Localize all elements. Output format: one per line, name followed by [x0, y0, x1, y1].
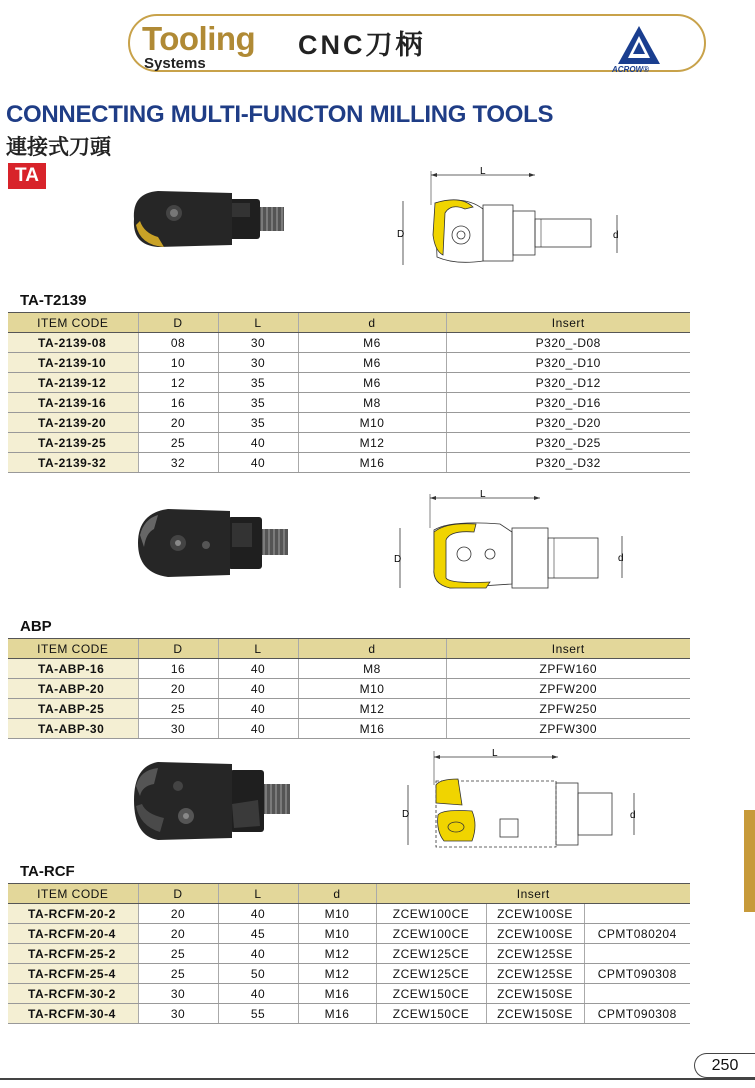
dim-small-d-label: d — [613, 230, 619, 241]
col-thread: d — [298, 884, 376, 904]
col-d-dia: D — [138, 639, 218, 659]
insert-cpmt-cell — [584, 904, 690, 924]
d-cell: 32 — [138, 453, 218, 473]
item-code-cell: TA-2139-08 — [8, 333, 138, 353]
table-header-row — [8, 639, 690, 659]
item-code-cell: TA-RCFM-20-4 — [8, 924, 138, 944]
drawing-rcf — [398, 745, 648, 855]
brand-main: Tooling — [142, 20, 256, 57]
col-length: L — [218, 313, 298, 333]
l-cell: 55 — [218, 1004, 298, 1024]
l-cell: 40 — [218, 699, 298, 719]
l-cell: 40 — [218, 659, 298, 679]
insert-cell: ZPFW160 — [446, 659, 690, 679]
insert-ce-cell: ZCEW125CE — [376, 944, 486, 964]
thread-cell: M16 — [298, 984, 376, 1004]
insert-cpmt-cell — [584, 944, 690, 964]
item-code-cell: TA-ABP-20 — [8, 679, 138, 699]
table-header-row — [8, 884, 690, 904]
insert-cell: ZPFW300 — [446, 719, 690, 739]
col-thread: d — [298, 639, 446, 659]
insert-cell: P320_-D32 — [446, 453, 690, 473]
col-d-dia: D — [138, 313, 218, 333]
col-thread: d — [298, 313, 446, 333]
item-code-cell: TA-RCFM-25-4 — [8, 964, 138, 984]
d-cell: 16 — [138, 393, 218, 413]
table-row — [8, 333, 690, 353]
l-cell: 40 — [218, 679, 298, 699]
spec-table-rcf — [8, 883, 690, 1024]
d-cell: 25 — [138, 433, 218, 453]
l-cell: 45 — [218, 924, 298, 944]
insert-cell: ZPFW250 — [446, 699, 690, 719]
item-code-cell: TA-ABP-25 — [8, 699, 138, 719]
l-cell: 35 — [218, 413, 298, 433]
spec-table-abp — [8, 638, 690, 739]
table-row — [8, 679, 690, 699]
thread-cell: M12 — [298, 944, 376, 964]
logo-text: ACROW® — [612, 65, 649, 74]
thread-cell: M6 — [298, 333, 446, 353]
table-row — [8, 373, 690, 393]
d-cell: 08 — [138, 333, 218, 353]
col-length: L — [218, 884, 298, 904]
table-row — [8, 413, 690, 433]
item-code-cell: TA-ABP-16 — [8, 659, 138, 679]
table-row — [8, 904, 690, 924]
table-row — [8, 393, 690, 413]
item-code-cell: TA-2139-25 — [8, 433, 138, 453]
d-cell: 20 — [138, 924, 218, 944]
insert-cpmt-cell: CPMT080204 — [584, 924, 690, 944]
dim-l-label: L — [480, 489, 486, 500]
col-item-code: ITEM CODE — [8, 639, 138, 659]
d-cell: 12 — [138, 373, 218, 393]
table-row — [8, 453, 690, 473]
section-tab — [744, 810, 755, 912]
item-code-cell: TA-2139-32 — [8, 453, 138, 473]
table-row — [8, 699, 690, 719]
table-row — [8, 964, 690, 984]
insert-cell: P320_-D20 — [446, 413, 690, 433]
tool-photo-t2139 — [128, 185, 288, 255]
thread-cell: M10 — [298, 679, 446, 699]
dim-d-label: D — [402, 809, 410, 820]
d-cell: 20 — [138, 904, 218, 924]
insert-se-cell: ZCEW100SE — [486, 904, 584, 924]
thread-cell: M6 — [298, 353, 446, 373]
d-cell: 25 — [138, 699, 218, 719]
col-length: L — [218, 639, 298, 659]
l-cell: 40 — [218, 719, 298, 739]
d-cell: 30 — [138, 1004, 218, 1024]
col-d-dia: D — [138, 884, 218, 904]
l-cell: 35 — [218, 393, 298, 413]
insert-cell: ZPFW200 — [446, 679, 690, 699]
l-cell: 30 — [218, 353, 298, 373]
drawing-t2139 — [395, 165, 635, 275]
l-cell: 35 — [218, 373, 298, 393]
item-code-cell: TA-2139-20 — [8, 413, 138, 433]
item-code-cell: TA-2139-12 — [8, 373, 138, 393]
thread-cell: M12 — [298, 433, 446, 453]
insert-ce-cell: ZCEW100CE — [376, 904, 486, 924]
item-code-cell: TA-RCFM-25-2 — [8, 944, 138, 964]
insert-se-cell: ZCEW125SE — [486, 964, 584, 984]
dim-small-d-label: d — [630, 810, 636, 821]
thread-cell: M6 — [298, 373, 446, 393]
page-number: 250 — [694, 1053, 755, 1078]
insert-ce-cell: ZCEW150CE — [376, 1004, 486, 1024]
col-insert: Insert — [446, 639, 690, 659]
thread-cell: M10 — [298, 904, 376, 924]
d-cell: 16 — [138, 659, 218, 679]
insert-cell: P320_-D08 — [446, 333, 690, 353]
l-cell: 40 — [218, 904, 298, 924]
thread-cell: M8 — [298, 393, 446, 413]
section-label-t2139: TA-T2139 — [20, 292, 87, 309]
table-row — [8, 433, 690, 453]
l-cell: 40 — [218, 944, 298, 964]
col-insert: Insert — [446, 313, 690, 333]
brand-sub: Systems — [144, 55, 206, 72]
l-cell: 30 — [218, 333, 298, 353]
section-label-abp: ABP — [20, 618, 52, 635]
d-cell: 20 — [138, 679, 218, 699]
insert-cell: P320_-D12 — [446, 373, 690, 393]
page-subtitle: 連接式刀頭 — [6, 136, 111, 159]
insert-se-cell: ZCEW100SE — [486, 924, 584, 944]
drawing-abp — [390, 488, 640, 598]
d-cell: 25 — [138, 964, 218, 984]
col-item-code: ITEM CODE — [8, 313, 138, 333]
col-item-code: ITEM CODE — [8, 884, 138, 904]
tool-photo-rcf — [130, 756, 295, 846]
insert-ce-cell: ZCEW150CE — [376, 984, 486, 1004]
thread-cell: M16 — [298, 1004, 376, 1024]
d-cell: 30 — [138, 984, 218, 1004]
insert-se-cell: ZCEW150SE — [486, 984, 584, 1004]
insert-se-cell: ZCEW150SE — [486, 1004, 584, 1024]
table-row — [8, 659, 690, 679]
table-row — [8, 1004, 690, 1024]
item-code-cell: TA-ABP-30 — [8, 719, 138, 739]
insert-cell: P320_-D16 — [446, 393, 690, 413]
l-cell: 40 — [218, 433, 298, 453]
insert-cell: P320_-D10 — [446, 353, 690, 373]
thread-cell: M16 — [298, 719, 446, 739]
footer-line — [0, 1078, 755, 1080]
dim-small-d-label: d — [618, 553, 624, 564]
thread-cell: M12 — [298, 964, 376, 984]
dim-l-label: L — [492, 748, 498, 759]
insert-cpmt-cell: CPMT090308 — [584, 964, 690, 984]
item-code-cell: TA-RCFM-30-2 — [8, 984, 138, 1004]
spec-table-t2139 — [8, 312, 690, 473]
thread-cell: M12 — [298, 699, 446, 719]
l-cell: 50 — [218, 964, 298, 984]
d-cell: 10 — [138, 353, 218, 373]
thread-cell: M10 — [298, 924, 376, 944]
insert-se-cell: ZCEW125SE — [486, 944, 584, 964]
thread-cell: M16 — [298, 453, 446, 473]
page-title: CONNECTING MULTI-FUNCTON MILLING TOOLS — [6, 101, 554, 128]
table-row — [8, 719, 690, 739]
col-insert: Insert — [376, 884, 690, 904]
insert-cell: P320_-D25 — [446, 433, 690, 453]
table-row — [8, 944, 690, 964]
d-cell: 25 — [138, 944, 218, 964]
table-row — [8, 924, 690, 944]
insert-ce-cell: ZCEW125CE — [376, 964, 486, 984]
section-label-rcf: TA-RCF — [20, 863, 75, 880]
item-code-cell: TA-RCFM-20-2 — [8, 904, 138, 924]
l-cell: 40 — [218, 453, 298, 473]
dim-d-label: D — [394, 554, 402, 565]
l-cell: 40 — [218, 984, 298, 1004]
thread-cell: M8 — [298, 659, 446, 679]
item-code-cell: TA-2139-10 — [8, 353, 138, 373]
table-row — [8, 984, 690, 1004]
dim-l-label: L — [480, 166, 486, 177]
insert-cpmt-cell — [584, 984, 690, 1004]
tool-photo-abp — [134, 505, 294, 580]
header-title: CNC刀柄 — [298, 30, 426, 60]
table-row — [8, 353, 690, 373]
d-cell: 20 — [138, 413, 218, 433]
d-cell: 30 — [138, 719, 218, 739]
item-code-cell: TA-RCFM-30-4 — [8, 1004, 138, 1024]
insert-cpmt-cell: CPMT090308 — [584, 1004, 690, 1024]
item-code-cell: TA-2139-16 — [8, 393, 138, 413]
insert-ce-cell: ZCEW100CE — [376, 924, 486, 944]
series-badge: TA — [8, 163, 46, 189]
dim-d-label: D — [397, 229, 405, 240]
thread-cell: M10 — [298, 413, 446, 433]
table-header-row — [8, 313, 690, 333]
